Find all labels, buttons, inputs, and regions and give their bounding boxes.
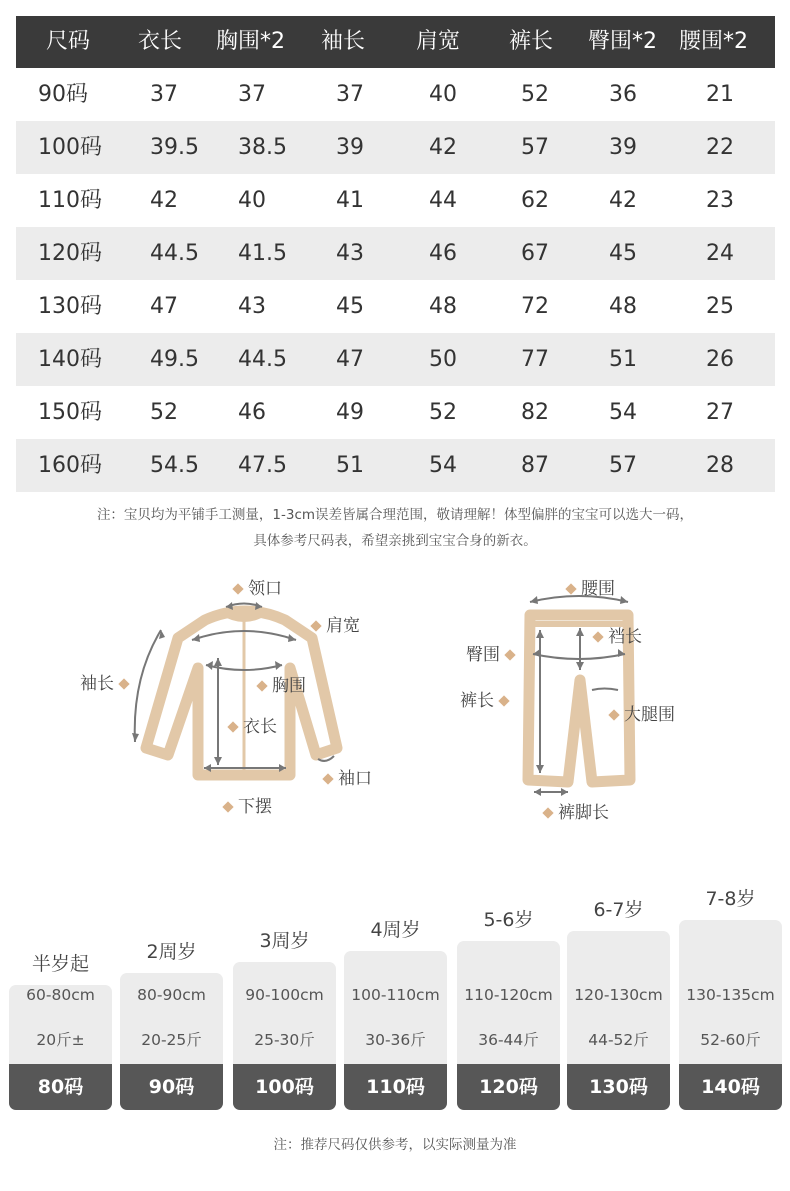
measure-cell: 24 <box>706 240 734 266</box>
table-row <box>16 121 775 174</box>
recommended-size: 90码 <box>120 1064 223 1110</box>
measure-cell: 21 <box>706 81 734 107</box>
age-label: 半岁起 <box>31 953 89 975</box>
measure-cell: 51 <box>336 452 364 478</box>
size-card <box>567 931 670 1110</box>
measure-cell: 36 <box>609 81 637 107</box>
header-cell: 腰围*2 <box>679 29 748 54</box>
label-thigh: 大腿围 <box>604 700 675 725</box>
diamond-icon <box>542 807 553 818</box>
measure-cell: 27 <box>706 399 734 425</box>
age-label: 5-6岁 <box>483 909 534 931</box>
measure-cell: 40 <box>238 187 266 213</box>
table-row <box>16 280 775 333</box>
measure-cell: 51 <box>609 346 637 372</box>
diamond-icon <box>498 695 509 706</box>
diamond-icon <box>592 631 603 642</box>
age-label: 6-7岁 <box>593 899 644 921</box>
measure-cell: 25 <box>706 293 734 319</box>
size-card <box>120 973 223 1110</box>
measure-cell: 50 <box>429 346 457 372</box>
label-sleeve: 袖长 <box>80 669 134 694</box>
measure-cell: 44.5 <box>238 346 287 372</box>
measure-cell: 39 <box>336 134 364 160</box>
table-row <box>16 386 775 439</box>
recommended-size: 130码 <box>567 1064 670 1110</box>
recommended-size: 140码 <box>679 1064 782 1110</box>
measure-cell: 87 <box>521 452 549 478</box>
height-range: 80-90cm <box>137 986 206 1004</box>
diamond-icon <box>322 773 333 784</box>
measure-cell: 42 <box>429 134 457 160</box>
measure-cell: 48 <box>609 293 637 319</box>
measure-cell: 77 <box>521 346 549 372</box>
table-row <box>16 174 775 227</box>
size-card <box>9 985 112 1110</box>
label-hip: 臀围 <box>466 640 520 665</box>
diamond-icon <box>504 649 515 660</box>
measure-cell: 48 <box>429 293 457 319</box>
age-label: 7-8岁 <box>705 888 756 910</box>
measure-cell: 46 <box>238 399 266 425</box>
size-cell: 100码 <box>38 134 102 160</box>
diamond-icon <box>118 678 129 689</box>
measure-cell: 40 <box>429 81 457 107</box>
measure-cell: 38.5 <box>238 134 287 160</box>
measurement-note <box>0 502 790 554</box>
measure-cell: 41 <box>336 187 364 213</box>
weight-range: 20斤± <box>36 1031 85 1049</box>
measure-cell: 67 <box>521 240 549 266</box>
measure-cell: 57 <box>521 134 549 160</box>
measure-cell: 52 <box>150 399 178 425</box>
label-chest: 胸围 <box>252 671 306 696</box>
measure-cell: 43 <box>336 240 364 266</box>
weight-range: 30-36斤 <box>365 1031 426 1049</box>
size-cell: 130码 <box>38 293 102 319</box>
reference-note: 注：推荐尺码仅供参考，以实际测量为准 <box>273 1137 517 1153</box>
recommended-size: 100码 <box>233 1064 336 1110</box>
size-cell: 120码 <box>38 240 102 266</box>
size-cell: 110码 <box>38 187 102 213</box>
measure-cell: 47.5 <box>238 452 287 478</box>
table-header-row <box>16 16 775 68</box>
diamond-icon <box>227 721 238 732</box>
recommended-size: 110码 <box>344 1064 447 1110</box>
size-cell: 140码 <box>38 346 102 372</box>
age-label: 3周岁 <box>259 930 310 952</box>
label-collar: 领口 <box>228 574 282 599</box>
label-cuff: 袖口 <box>318 764 372 789</box>
height-range: 60-80cm <box>26 986 95 1004</box>
measure-cell: 42 <box>609 187 637 213</box>
diamond-icon <box>608 709 619 720</box>
table-row <box>16 439 775 492</box>
size-table <box>16 16 775 492</box>
measure-cell: 49 <box>336 399 364 425</box>
measure-cell: 26 <box>706 346 734 372</box>
diamond-icon <box>256 680 267 691</box>
height-range: 110-120cm <box>464 986 553 1004</box>
measure-cell: 72 <box>521 293 549 319</box>
size-card <box>679 920 782 1110</box>
measurement-note-line2: 具体参考尺码表，希望亲挑到宝宝合身的新衣。 <box>253 533 537 549</box>
recommended-size: 80码 <box>9 1064 112 1110</box>
measure-cell: 57 <box>609 452 637 478</box>
weight-range: 20-25斤 <box>141 1031 202 1049</box>
measure-cell: 52 <box>521 81 549 107</box>
recommended-size: 120码 <box>457 1064 560 1110</box>
label-length: 衣长 <box>223 712 277 737</box>
measure-cell: 37 <box>150 81 178 107</box>
diamond-icon <box>310 620 321 631</box>
diamond-icon <box>222 801 233 812</box>
label-leg-opening: 裤脚长 <box>538 798 609 823</box>
measurement-diagrams <box>0 560 790 830</box>
size-cell: 150码 <box>38 399 102 425</box>
age-label: 4周岁 <box>370 919 421 941</box>
label-shoulder: 肩宽 <box>306 611 360 636</box>
label-hem: 下摆 <box>218 792 272 817</box>
measure-cell: 39 <box>609 134 637 160</box>
measure-cell: 22 <box>706 134 734 160</box>
measure-cell: 44.5 <box>150 240 199 266</box>
measure-cell: 28 <box>706 452 734 478</box>
measure-cell: 52 <box>429 399 457 425</box>
measure-cell: 49.5 <box>150 346 199 372</box>
measure-cell: 37 <box>336 81 364 107</box>
diamond-icon <box>232 583 243 594</box>
header-cell: 臀围*2 <box>588 29 657 54</box>
measure-cell: 43 <box>238 293 266 319</box>
header-cell: 袖长 <box>321 29 366 54</box>
label-pants-length: 裤长 <box>460 686 514 711</box>
size-cell: 90码 <box>38 81 88 107</box>
height-range: 100-110cm <box>351 986 440 1004</box>
label-waist: 腰围 <box>561 574 615 599</box>
age-label: 2周岁 <box>146 941 197 963</box>
measure-cell: 54 <box>429 452 457 478</box>
measure-cell: 45 <box>609 240 637 266</box>
weight-range: 25-30斤 <box>254 1031 315 1049</box>
table-row <box>16 333 775 386</box>
size-card <box>344 951 447 1110</box>
measure-cell: 46 <box>429 240 457 266</box>
measure-cell: 42 <box>150 187 178 213</box>
measure-cell: 39.5 <box>150 134 199 160</box>
height-range: 90-100cm <box>245 986 324 1004</box>
table-row <box>16 68 775 121</box>
header-cell: 裤长 <box>509 29 554 54</box>
header-cell: 胸围*2 <box>216 29 285 54</box>
size-cell: 160码 <box>38 452 102 478</box>
weight-range: 36-44斤 <box>478 1031 539 1049</box>
measure-cell: 54.5 <box>150 452 199 478</box>
weight-range: 52-60斤 <box>700 1031 761 1049</box>
size-card <box>457 941 560 1110</box>
measurement-note-line1: 注：宝贝均为平铺手工测量，1-3cm误差皆属合理范围，敬请理解！体型偏胖的宝宝可以选大一码， <box>96 507 694 523</box>
measure-cell: 47 <box>336 346 364 372</box>
size-card <box>233 962 336 1110</box>
table-row <box>16 227 775 280</box>
measure-cell: 41.5 <box>238 240 287 266</box>
measure-cell: 82 <box>521 399 549 425</box>
header-cell: 肩宽 <box>416 29 461 54</box>
weight-range: 44-52斤 <box>588 1031 649 1049</box>
measure-cell: 62 <box>521 187 549 213</box>
measure-cell: 37 <box>238 81 266 107</box>
height-range: 120-130cm <box>574 986 663 1004</box>
measure-cell: 23 <box>706 187 734 213</box>
label-rise: 裆长 <box>588 622 642 647</box>
measure-cell: 54 <box>609 399 637 425</box>
header-cell: 衣长 <box>138 29 183 54</box>
height-range: 130-135cm <box>686 986 775 1004</box>
header-cell: 尺码 <box>46 29 91 54</box>
garment-illustration <box>0 560 790 830</box>
measure-cell: 44 <box>429 187 457 213</box>
measure-cell: 47 <box>150 293 178 319</box>
measure-cell: 45 <box>336 293 364 319</box>
diamond-icon <box>565 583 576 594</box>
